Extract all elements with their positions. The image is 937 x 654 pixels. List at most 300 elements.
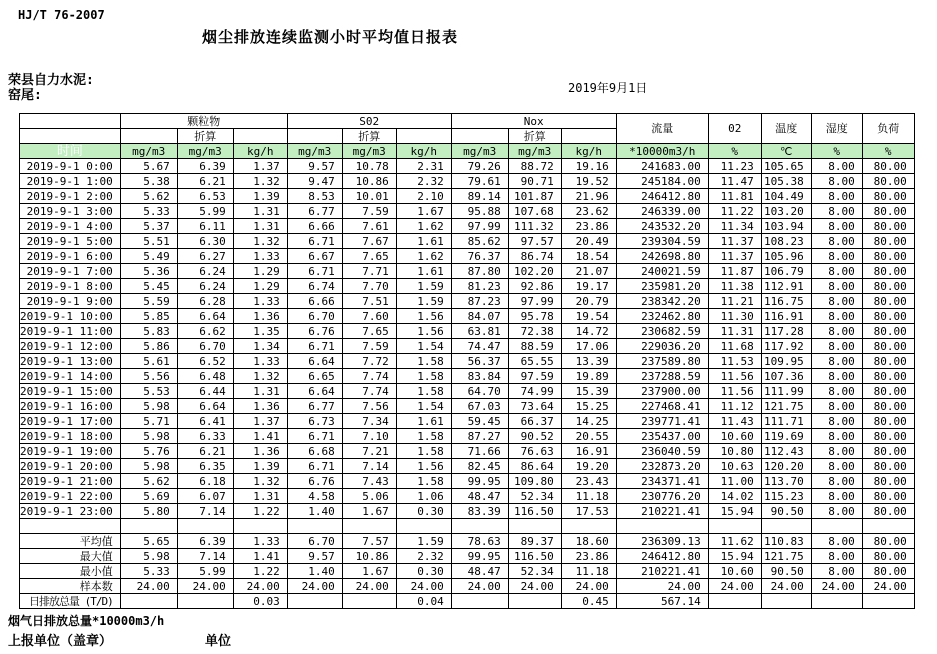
value-cell: 19.54 [561,309,616,324]
value-cell: 95.88 [451,204,508,219]
header-empty-cell [233,129,287,144]
value-cell: 1.06 [396,489,451,504]
value-cell: 80.00 [862,369,914,384]
value-cell: 121.75 [761,399,811,414]
value-cell: 227468.41 [616,399,708,414]
value-cell: 11.31 [708,324,761,339]
spacer-cell [761,519,811,534]
time-cell: 2019-9-1 21:00 [20,474,121,489]
value-cell: 5.86 [120,339,177,354]
value-cell: 1.37 [233,414,287,429]
summary-value-cell [120,594,177,609]
data-row [20,174,915,189]
value-cell: 210221.41 [616,504,708,519]
value-cell: 8.00 [811,309,862,324]
value-cell: 1.31 [233,384,287,399]
value-cell: 6.64 [177,309,233,324]
time-cell: 2019-9-1 6:00 [20,249,121,264]
header-so2-converted: 折算 [342,129,396,144]
summary-value-cell: 5.98 [120,549,177,564]
summary-value-cell: 0.03 [233,594,287,609]
value-cell: 87.27 [451,429,508,444]
data-row [20,204,915,219]
header-o2: 02 [708,114,761,144]
header-empty-cell [561,129,616,144]
summary-row [20,579,915,594]
value-cell: 85.62 [451,234,508,249]
data-row [20,384,915,399]
value-cell: 7.56 [342,399,396,414]
value-cell: 1.33 [233,249,287,264]
value-cell: 6.65 [287,369,342,384]
value-cell: 5.98 [120,399,177,414]
table-body [20,159,915,609]
value-cell: 2.10 [396,189,451,204]
value-cell: 5.61 [120,354,177,369]
summary-row [20,594,915,609]
summary-value-cell: 10.86 [342,549,396,564]
value-cell: 80.00 [862,444,914,459]
value-cell: 66.37 [508,414,561,429]
spacer-cell [811,519,862,534]
value-cell: 8.00 [811,414,862,429]
value-cell: 97.99 [508,294,561,309]
data-row [20,489,915,504]
value-cell: 5.51 [120,234,177,249]
reporting-unit-label: 上报单位（盖章） [8,634,113,649]
value-cell: 6.71 [287,459,342,474]
value-cell: 246339.00 [616,204,708,219]
summary-row [20,534,915,549]
value-cell: 8.00 [811,399,862,414]
value-cell: 1.29 [233,264,287,279]
value-cell: 13.39 [561,354,616,369]
value-cell: 112.43 [761,444,811,459]
value-cell: 6.11 [177,219,233,234]
value-cell: 7.43 [342,474,396,489]
value-cell: 5.80 [120,504,177,519]
summary-value-cell: 99.95 [451,549,508,564]
value-cell: 111.71 [761,414,811,429]
summary-value-cell: 24.00 [811,579,862,594]
summary-value-cell: 10.60 [708,564,761,579]
data-row [20,324,915,339]
summary-value-cell: 24.00 [561,579,616,594]
unit-nox-mg: mg/m3 [451,144,508,159]
data-row [20,279,915,294]
value-cell: 5.69 [120,489,177,504]
data-row [20,249,915,264]
time-cell: 2019-9-1 10:00 [20,309,121,324]
data-row [20,459,915,474]
value-cell: 1.62 [396,219,451,234]
value-cell: 8.00 [811,189,862,204]
value-cell: 67.03 [451,399,508,414]
value-cell: 1.31 [233,204,287,219]
value-cell: 1.61 [396,414,451,429]
value-cell: 5.76 [120,444,177,459]
value-cell: 6.28 [177,294,233,309]
value-cell: 65.55 [508,354,561,369]
value-cell: 101.87 [508,189,561,204]
value-cell: 7.21 [342,444,396,459]
value-cell: 1.67 [342,504,396,519]
summary-value-cell: 78.63 [451,534,508,549]
value-cell: 117.92 [761,339,811,354]
summary-value-cell [508,594,561,609]
value-cell: 11.68 [708,339,761,354]
value-cell: 80.00 [862,429,914,444]
page-title: 烟尘排放连续监测小时平均值日报表 [202,28,459,46]
value-cell: 90.71 [508,174,561,189]
value-cell: 1.39 [233,189,287,204]
summary-value-cell: 0.30 [396,564,451,579]
summary-value-cell: 116.50 [508,549,561,564]
summary-value-cell: 24.00 [616,579,708,594]
value-cell: 11.47 [708,174,761,189]
value-cell: 240021.59 [616,264,708,279]
value-cell: 8.00 [811,249,862,264]
summary-value-cell: 1.67 [342,564,396,579]
value-cell: 99.95 [451,474,508,489]
value-cell: 6.62 [177,324,233,339]
value-cell: 7.71 [342,264,396,279]
value-cell: 6.21 [177,174,233,189]
unit-load-pct: % [862,144,914,159]
time-cell: 2019-9-1 18:00 [20,429,121,444]
value-cell: 5.98 [120,459,177,474]
value-cell: 6.27 [177,249,233,264]
value-cell: 1.34 [233,339,287,354]
value-cell: 1.36 [233,444,287,459]
time-cell: 2019-9-1 20:00 [20,459,121,474]
value-cell: 97.99 [451,219,508,234]
value-cell: 1.40 [287,504,342,519]
value-cell: 1.31 [233,219,287,234]
value-cell: 80.00 [862,174,914,189]
value-cell: 21.07 [561,264,616,279]
value-cell: 8.00 [811,489,862,504]
spacer-cell [20,519,121,534]
value-cell: 115.23 [761,489,811,504]
value-cell: 1.58 [396,354,451,369]
value-cell: 1.58 [396,369,451,384]
value-cell: 16.91 [561,444,616,459]
value-cell: 6.64 [177,399,233,414]
value-cell: 59.45 [451,414,508,429]
value-cell: 5.71 [120,414,177,429]
summary-value-cell: 24.00 [177,579,233,594]
value-cell: 238342.20 [616,294,708,309]
value-cell: 8.00 [811,459,862,474]
time-cell: 2019-9-1 11:00 [20,324,121,339]
value-cell: 236040.59 [616,444,708,459]
header-empty-cell [20,114,121,129]
value-cell: 6.07 [177,489,233,504]
value-cell: 5.62 [120,474,177,489]
value-cell: 80.00 [862,459,914,474]
time-cell: 2019-9-1 15:00 [20,384,121,399]
value-cell: 5.33 [120,204,177,219]
value-cell: 19.89 [561,369,616,384]
value-cell: 80.00 [862,249,914,264]
value-cell: 80.00 [862,489,914,504]
value-cell: 1.56 [396,324,451,339]
value-cell: 8.00 [811,159,862,174]
data-row [20,264,915,279]
value-cell: 1.41 [233,429,287,444]
data-row [20,189,915,204]
summary-value-cell: 11.62 [708,534,761,549]
summary-value-cell: 121.75 [761,549,811,564]
value-cell: 7.74 [342,369,396,384]
value-cell: 1.61 [396,264,451,279]
spacer-cell [508,519,561,534]
value-cell: 5.59 [120,294,177,309]
value-cell: 11.22 [708,204,761,219]
value-cell: 7.74 [342,384,396,399]
value-cell: 1.22 [233,504,287,519]
value-cell: 80.00 [862,414,914,429]
value-cell: 6.68 [287,444,342,459]
header-nox-converted: 折算 [508,129,561,144]
value-cell: 239771.41 [616,414,708,429]
value-cell: 8.00 [811,174,862,189]
value-cell: 5.85 [120,309,177,324]
value-cell: 232873.20 [616,459,708,474]
unit-so2-converted-mg: mg/m3 [342,144,396,159]
value-cell: 230682.59 [616,324,708,339]
value-cell: 235981.20 [616,279,708,294]
value-cell: 6.71 [287,234,342,249]
value-cell: 21.96 [561,189,616,204]
value-cell: 10.63 [708,459,761,474]
summary-value-cell: 7.57 [342,534,396,549]
value-cell: 7.72 [342,354,396,369]
summary-value-cell: 24.00 [287,579,342,594]
value-cell: 11.12 [708,399,761,414]
value-cell: 5.45 [120,279,177,294]
unit-nox-kg: kg/h [561,144,616,159]
unit-label: 单位 [205,634,232,649]
time-cell: 2019-9-1 22:00 [20,489,121,504]
value-cell: 11.43 [708,414,761,429]
value-cell: 6.74 [287,279,342,294]
header-empty-cell [120,129,177,144]
value-cell: 109.95 [761,354,811,369]
unit-pm-kg: kg/h [233,144,287,159]
data-row [20,294,915,309]
value-cell: 2.32 [396,174,451,189]
value-cell: 71.66 [451,444,508,459]
value-cell: 10.78 [342,159,396,174]
summary-value-cell [761,594,811,609]
value-cell: 1.59 [396,294,451,309]
summary-value-cell [287,594,342,609]
data-row [20,414,915,429]
value-cell: 120.20 [761,459,811,474]
value-cell: 7.34 [342,414,396,429]
unit-pm-mg: mg/m3 [120,144,177,159]
summary-value-cell: 2.32 [396,549,451,564]
value-cell: 8.00 [811,264,862,279]
value-cell: 80.00 [862,294,914,309]
value-cell: 0.30 [396,504,451,519]
summary-value-cell [811,594,862,609]
time-cell: 2019-9-1 4:00 [20,219,121,234]
value-cell: 8.00 [811,444,862,459]
value-cell: 112.91 [761,279,811,294]
value-cell: 90.52 [508,429,561,444]
value-cell: 102.20 [508,264,561,279]
value-cell: 6.53 [177,189,233,204]
value-cell: 7.10 [342,429,396,444]
value-cell: 11.37 [708,234,761,249]
data-row [20,354,915,369]
value-cell: 87.23 [451,294,508,309]
summary-value-cell: 24.00 [396,579,451,594]
header-group-so2: S02 [287,114,451,129]
value-cell: 246412.80 [616,189,708,204]
value-cell: 81.23 [451,279,508,294]
value-cell: 8.00 [811,429,862,444]
summary-value-cell: 567.14 [616,594,708,609]
summary-value-cell [451,594,508,609]
value-cell: 235437.00 [616,429,708,444]
value-cell: 105.96 [761,249,811,264]
value-cell: 87.80 [451,264,508,279]
value-cell: 5.36 [120,264,177,279]
value-cell: 237589.80 [616,354,708,369]
value-cell: 73.64 [508,399,561,414]
value-cell: 64.70 [451,384,508,399]
value-cell: 5.06 [342,489,396,504]
unit-humidity-pct: % [811,144,862,159]
value-cell: 117.28 [761,324,811,339]
time-cell: 2019-9-1 16:00 [20,399,121,414]
value-cell: 1.58 [396,384,451,399]
value-cell: 5.38 [120,174,177,189]
value-cell: 8.00 [811,324,862,339]
value-cell: 7.59 [342,204,396,219]
flue-gas-total-note: 烟气日排放总量*10000m3/h [8,614,165,628]
unit-nox-converted-mg: mg/m3 [508,144,561,159]
value-cell: 106.79 [761,264,811,279]
value-cell: 4.58 [287,489,342,504]
spacer-cell [616,519,708,534]
value-cell: 7.65 [342,249,396,264]
summary-value-cell: 24.00 [708,579,761,594]
value-cell: 1.39 [233,459,287,474]
value-cell: 6.64 [287,354,342,369]
value-cell: 9.47 [287,174,342,189]
spacer-row [20,519,915,534]
value-cell: 5.56 [120,369,177,384]
value-cell: 6.67 [287,249,342,264]
summary-value-cell: 5.65 [120,534,177,549]
monitor-location: 窑尾: [8,88,42,103]
value-cell: 7.59 [342,339,396,354]
value-cell: 6.33 [177,429,233,444]
unit-temp-celsius: ℃ [761,144,811,159]
value-cell: 11.21 [708,294,761,309]
value-cell: 83.39 [451,504,508,519]
value-cell: 6.30 [177,234,233,249]
value-cell: 76.37 [451,249,508,264]
value-cell: 80.00 [862,384,914,399]
value-cell: 108.23 [761,234,811,249]
value-cell: 245184.00 [616,174,708,189]
value-cell: 15.39 [561,384,616,399]
value-cell: 11.00 [708,474,761,489]
value-cell: 14.02 [708,489,761,504]
spacer-cell [561,519,616,534]
value-cell: 6.21 [177,444,233,459]
value-cell: 11.53 [708,354,761,369]
value-cell: 17.53 [561,504,616,519]
value-cell: 74.99 [508,384,561,399]
value-cell: 237900.00 [616,384,708,399]
value-cell: 20.49 [561,234,616,249]
value-cell: 14.72 [561,324,616,339]
value-cell: 5.37 [120,219,177,234]
value-cell: 9.57 [287,159,342,174]
value-cell: 90.50 [761,504,811,519]
unit-o2-pct: % [708,144,761,159]
value-cell: 15.25 [561,399,616,414]
value-cell: 5.67 [120,159,177,174]
summary-value-cell: 0.45 [561,594,616,609]
summary-value-cell [342,594,396,609]
value-cell: 10.01 [342,189,396,204]
value-cell: 7.14 [342,459,396,474]
company-name: 荣县自力水泥: [8,73,94,88]
value-cell: 105.38 [761,174,811,189]
value-cell: 79.61 [451,174,508,189]
value-cell: 10.80 [708,444,761,459]
value-cell: 1.56 [396,309,451,324]
value-cell: 1.31 [233,489,287,504]
value-cell: 8.00 [811,234,862,249]
value-cell: 8.00 [811,384,862,399]
value-cell: 1.35 [233,324,287,339]
value-cell: 237288.59 [616,369,708,384]
value-cell: 1.56 [396,459,451,474]
value-cell: 8.00 [811,294,862,309]
value-cell: 6.52 [177,354,233,369]
summary-value-cell: 24.00 [862,579,914,594]
data-row [20,234,915,249]
value-cell: 80.00 [862,399,914,414]
time-cell: 2019-9-1 19:00 [20,444,121,459]
time-cell: 2019-9-1 2:00 [20,189,121,204]
value-cell: 97.59 [508,369,561,384]
summary-value-cell: 24.00 [508,579,561,594]
header-empty-cell [451,129,508,144]
value-cell: 6.76 [287,324,342,339]
value-cell: 17.06 [561,339,616,354]
summary-value-cell: 8.00 [811,534,862,549]
value-cell: 6.71 [287,339,342,354]
value-cell: 11.56 [708,369,761,384]
header-temperature: 温度 [761,114,811,144]
value-cell: 84.07 [451,309,508,324]
value-cell: 1.59 [396,279,451,294]
value-cell: 80.00 [862,219,914,234]
value-cell: 242698.80 [616,249,708,264]
summary-value-cell [862,594,914,609]
value-cell: 7.65 [342,324,396,339]
